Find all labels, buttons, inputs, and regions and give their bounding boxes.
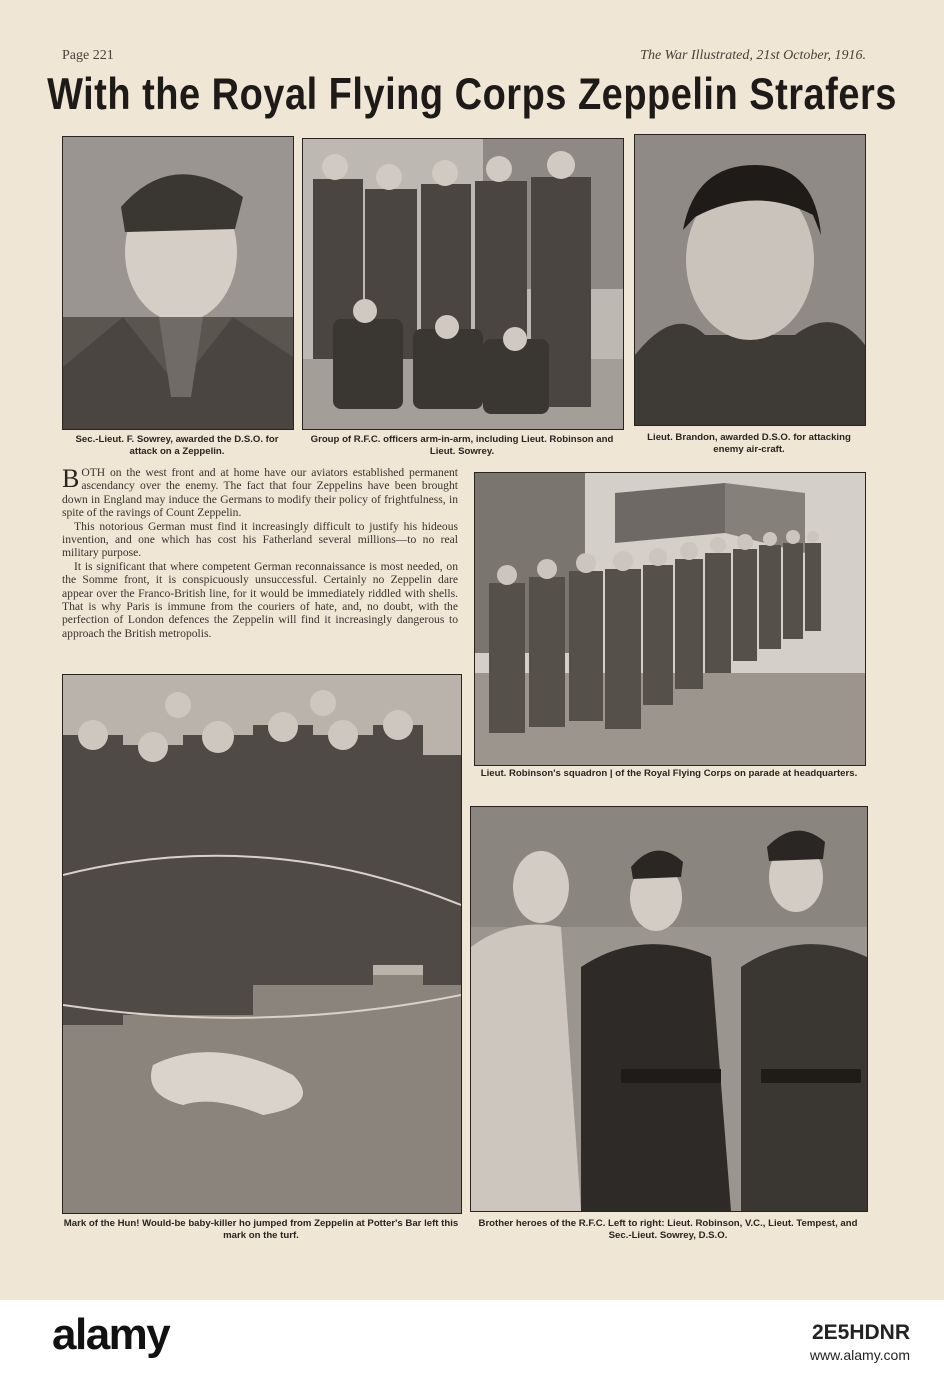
site-url[interactable]: www.alamy.com [809, 1347, 910, 1363]
article-paragraph: It is significant that where competent German reconnaissance is most needed, on the Somme front, it is conspicuously unsuccessful. Certainly no Zeppelin dare appear over the Franco-British line, for it would be immediately riddled with shells. That is why Paris is immune from the couriers of hate, and, no doubt, with the perfection of London defences the Zeppelin will find it increasingly dangerous to approach the British metropolis. [62, 559, 458, 640]
page-headline: With the Royal Flying Corps Zeppelin Strafers [47, 70, 897, 120]
article-body [62, 466, 458, 640]
article-paragraph: This notorious German must find it increasingly difficult to justify his hideous invention, and one which has cost his Fatherland several millions—to no real military purpose. [62, 519, 458, 560]
caption-brothers: Brother heroes of the R.F.C. Left to right: Lieut. Robinson, V.C., Lieut. Tempest, and Sec.-Lieut. Sowrey, D.S.O. [478, 1218, 858, 1241]
image-id: 2E5HDNR [811, 1321, 910, 1344]
page-number: Page 221 [62, 48, 114, 63]
caption-sowrey: Sec.-Lieut. F. Sowrey, awarded the D.S.O. for attack on a Zeppelin. [75, 434, 279, 457]
caption-squadron: Lieut. Robinson's squadron | of the Royal Flying Corps on parade at headquarters. [480, 768, 858, 779]
photo-brandon-portrait [634, 134, 866, 426]
alamy-logo: alamy [52, 1310, 170, 1359]
drop-cap: B [62, 464, 80, 493]
caption-brandon: Lieut. Brandon, awarded D.S.O. for attacking enemy air-craft. [647, 432, 851, 455]
photo-officers-group [302, 138, 624, 430]
photo-brother-heroes [470, 806, 868, 1212]
caption-mark: Mark of the Hun! Would-be baby-killer ho jumped from Zeppelin at Potter's Bar left this mark on the turf. [63, 1218, 459, 1241]
photo-mark-of-the-hun [62, 674, 462, 1214]
article-paragraph: BOTH on the west front and at home have our aviators established permanent ascendancy over the enemy. The fact that four Zeppelins have been brought down in England may induce the Germans to modify their policy of frightfulness, in spite of the ravings of Count Zeppelin. [62, 464, 458, 520]
caption-group: Group of R.F.C. officers arm-in-arm, including Lieut. Robinson and Lieut. Sowrey. [310, 434, 614, 457]
image-reference [660, 1322, 910, 1366]
photo-sowrey-portrait [62, 136, 294, 430]
photo-squadron-parade [474, 472, 866, 766]
issue-line: The War Illustrated, 21st October, 1916. [640, 48, 866, 63]
